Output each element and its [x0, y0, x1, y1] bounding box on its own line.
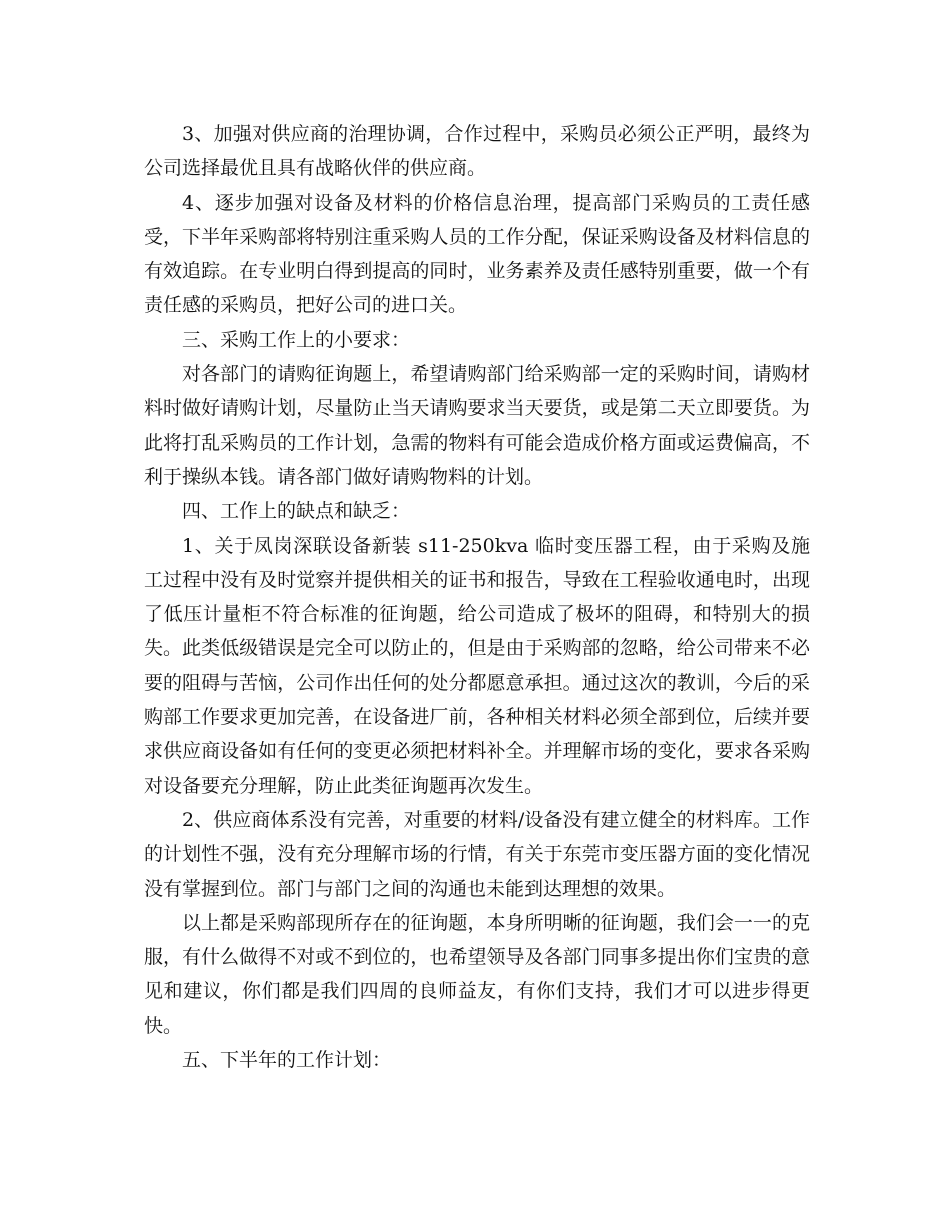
heading-section-three: 三、采购工作上的小要求：	[182, 328, 411, 351]
paragraph-summary: 以上都是采购部现所存在的征询题，本身所明晰的征询题，我们会一一的克服，有什么做得不对或不到位的，也希望领导及各部门同事多提出你们宝贵的意见和建议，你们都是我们四周的良师益友，有你们支持，我们才可以进步得更快。	[144, 911, 810, 1037]
document-body	[144, 117, 810, 1077]
heading-section-four: 四、工作上的缺点和缺乏：	[182, 500, 411, 523]
paragraph-supplier-coordination: 3、加强对供应商的治理协调，合作过程中，采购员必须公正严明，最终为公司选择最优且具有战略伙伴的供应商。	[144, 123, 810, 180]
paragraph-supplier-system: 2、供应商体系没有完善，对重要的材料/设备没有建立健全的材料库。工作的计划性不强，没有充分理解市场的行情，有关于东莞市变压器方面的变化情况没有掌握到位。部门与部门之间的沟通也未能到达理想的效果。	[144, 808, 810, 900]
paragraph-price-info-management: 4、逐步加强对设备及材料的价格信息治理，提高部门采购员的工责任感受，下半年采购部将特别注重采购人员的工作分配，保证采购设备及材料信息的有效追踪。在专业明白得到提高的同时，业务素养及责任感特别重要，做一个有责任感的采购员，把好公司的进口关。	[144, 191, 810, 317]
paragraph-transformer-project: 1、关于凤岗深联设备新装 s11-250kva 临时变压器工程，由于采购及施工过程中没有及时觉察并提供相关的证书和报告，导致在工程验收通电时，出现了低压计量柜不符合标准的征询题，给公司造成了极坏的阻碍，和特别大的损失。此类低级错误是完全可以防止的，但是由于采购部的忽略，给公司带来不必要的阻碍与苦恼，公司作出任何的处分都愿意承担。通过这次的教训，今后的采购部工作要求更加完善，在设备进厂前，各种相关材料必须全部到位，后续并要求供应商设备如有任何的变更必须把材料补全。并理解市场的变化，要求各采购对设备要充分理解，防止此类征询题再次发生。	[144, 534, 810, 797]
heading-section-five: 五、下半年的工作计划：	[182, 1049, 392, 1072]
paragraph-purchase-requests: 对各部门的请购征询题上，希望请购部门给采购部一定的采购时间，请购材料时做好请购计划，尽量防止当天请购要求当天要货，或是第二天立即要货。为此将打乱采购员的工作计划，急需的物料有可能会造成价格方面或运费偏高，不利于操纵本钱。请各部门做好请购物料的计划。	[144, 363, 810, 488]
